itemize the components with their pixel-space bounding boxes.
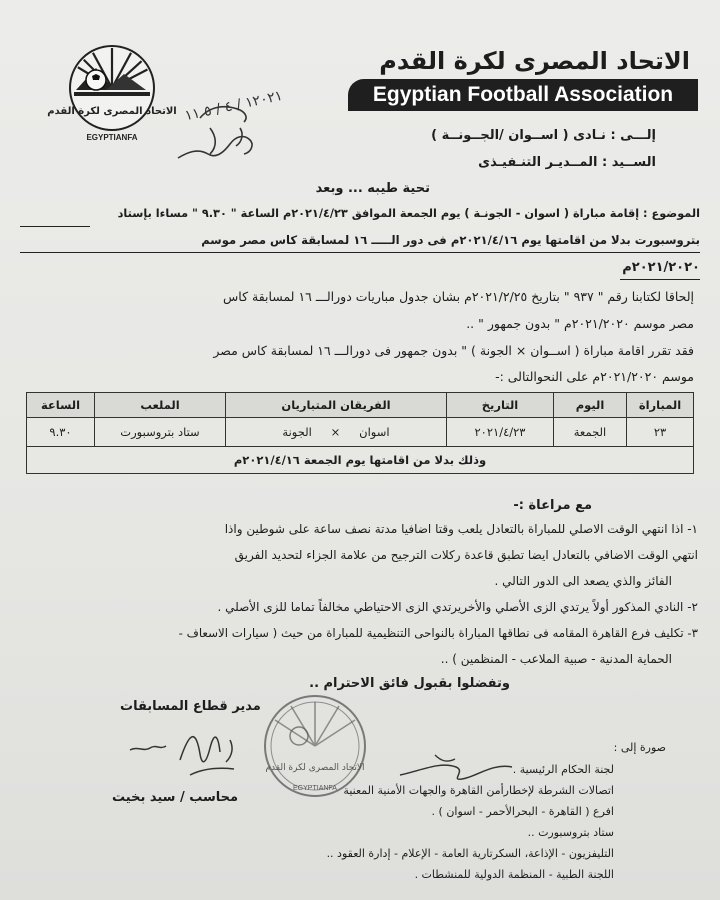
efa-logo: [47, 40, 177, 144]
copies-heading: صورة إلى :: [613, 741, 666, 754]
signatory-title: مدير قطاع المسابقات: [120, 699, 261, 714]
handwritten-date: ١٢٠٢١ / ٤ / ٥ ١١: [183, 87, 284, 125]
note-1-line2: انتهي الوقت الاضافي بالتعادل ايضا تطبق قاعدة ركلات الترجيح من علامة الجزاء لتحديد الفريق: [234, 548, 698, 562]
vs-mark: ×: [330, 425, 341, 439]
table-header-row: [27, 393, 694, 418]
cell-teams: [226, 418, 447, 447]
note-1-line3: الفائز والذي يصعد الى الدور التالي .: [494, 574, 672, 588]
handwritten-signature: [120, 720, 270, 780]
stamp-text-ar: الاتحاد المصرى لكرة القدم: [265, 763, 365, 773]
note-2: ٢- النادي المذكور أولاً يرتدي الزى الأصلي والأخريرتدي الزى الاحتياطي مخالفاً تماما للزى الأصلي .: [217, 600, 698, 614]
logo-text-ar: الاتحاد المصرى لكرة القدم: [47, 106, 177, 117]
cell-day: الجمعة: [554, 418, 627, 447]
notes-heading: مع مراعاة :-: [513, 498, 592, 513]
note-1-line1: ١- اذا انتهي الوقت الاصلي للمباراة بالتعادل يلعب وقتا اضافيا مدتة نصف ساعة على شوطين واذا: [224, 522, 698, 536]
copy-item: ستاد بتروسبورت ..: [527, 826, 614, 839]
col-header-stadium: الملعب: [95, 393, 226, 418]
stamp-text-en: EGYPTIANFA: [293, 785, 337, 792]
copy-item: لجنة الحكام الرئيسية .: [512, 763, 614, 776]
body-p1-line1: إلحاقا لكتابنا رقم " ٩٣٧ " بتاريخ ٢٠٢١/٢/٢٥م بشان جدول مباريات دورالـــ ١٦ لمسابقة كاس: [223, 289, 694, 304]
match-schedule-table: [26, 392, 694, 474]
body-p2-line1: فقد تقرر اقامة مباراة ( اســوان × الجونة ) " بدون جمهور فى دورالـــ ١٦ لمسابقة كاس مصر: [213, 343, 694, 358]
cell-stadium: ستاد بتروسبورت: [95, 418, 226, 447]
recipient-person: الســيد : المــديـر التنـفيـذى: [478, 155, 656, 170]
greeting: تحية طيبه ... وبعد: [315, 181, 430, 196]
copy-item: التليفزيون - الإذاعة، السكرتارية العامة - الإعلام - إدارة العقود ..: [326, 847, 614, 860]
col-header-match: المباراة: [627, 393, 694, 418]
col-header-date: التاريخ: [447, 393, 554, 418]
recipient-club: إلـــى : نـادى ( اســوان /الجــونــة ): [431, 128, 656, 143]
note-3-line2: الحماية المدنية - صبية الملاعب - المنظمين ) ..: [440, 652, 672, 666]
subject-underline-2: [20, 252, 700, 253]
team-b: الجونة: [282, 425, 312, 439]
org-name-en: Egyptian Football Association: [348, 79, 698, 111]
copy-item: اتصالات الشرطة لإخطارأمن القاهرة والجهات الأمنية المعنية: [343, 784, 614, 797]
subject-line-3: ٢٠٢١/٢٠٢٠م: [622, 260, 700, 275]
copy-item: افرع ( القاهرة - البحرالأحمر - اسوان ) .: [431, 805, 614, 818]
subject-underline-3: [620, 279, 700, 280]
org-name-ar: الاتحاد المصرى لكرة القدم: [379, 47, 690, 75]
copy-item: اللجنة الطبية - المنظمة الدولية للمنشطات .: [414, 868, 614, 881]
subject-line-1: الموضوع : إقامة مباراة ( اسوان - الجونـة ) يوم الجمعة الموافق ٢٠٢١/٤/٢٣م الساعة " ٩.٣٠ " مساءا بإستاد: [117, 207, 700, 220]
subject-underline: [20, 226, 90, 227]
cell-match-no: ٢٣: [627, 418, 694, 447]
table-note-row: [27, 447, 694, 474]
note-3-line1: ٣- تكليف فرع القاهرة المقامه فى نطاقها المباراة بالنواحى التنظيمية للمباراة من حيث ( سيارات الاسعاف -: [178, 626, 698, 640]
col-header-time: الساعة: [27, 393, 95, 418]
cell-time: ٩.٣٠: [27, 418, 95, 447]
subject-line-2: بتروسبورت بدلا من اقامتها يوم ٢٠٢١/٤/١٦م فى دور الـــــ ١٦ لمسابقة كاس مصر موسم: [201, 233, 700, 247]
logo-text-en: EGYPTIANFA: [86, 133, 138, 142]
closing: وتفضلوا بقبول فائق الاحترام ..: [309, 676, 510, 691]
body-p1-line2: مصر موسم ٢٠٢١/٢٠٢٠م " بدون جمهور " ..: [466, 316, 694, 331]
cell-date: ٢٠٢١/٤/٢٣: [447, 418, 554, 447]
col-header-day: اليوم: [554, 393, 627, 418]
col-header-teams: الفريقان المتباريان: [226, 393, 447, 418]
table-row: [27, 418, 694, 447]
table-note: وذلك بدلا من اقامتها يوم الجمعة ٢٠٢١/٤/١٦م: [27, 447, 694, 474]
signatory-name: محاسب / سيد بخيت: [112, 790, 239, 805]
team-a: اسوان: [359, 425, 390, 439]
body-p2-line2: موسم ٢٠٢١/٢٠٢٠م على النحوالتالى :-: [495, 369, 694, 384]
